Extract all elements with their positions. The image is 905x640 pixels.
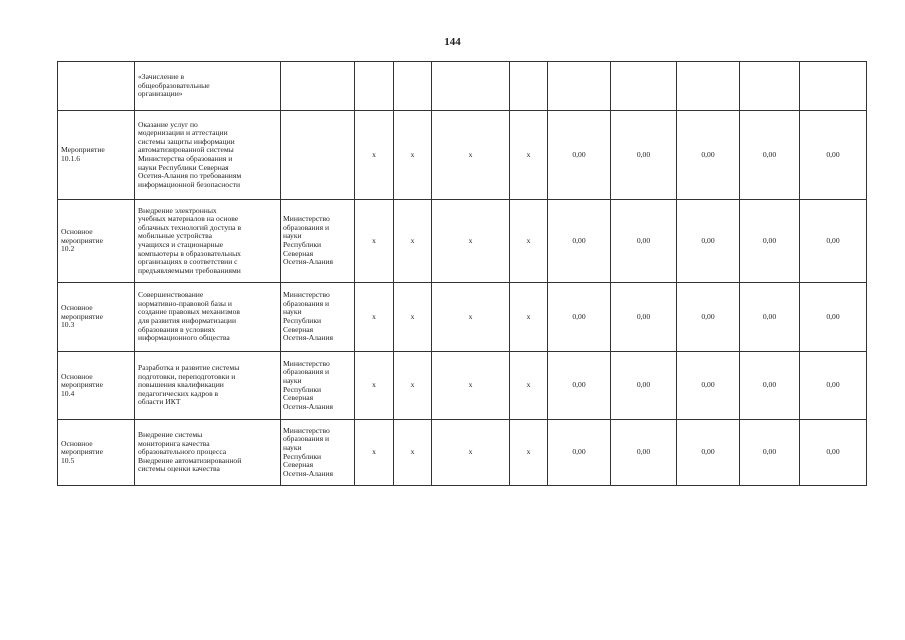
value-cell-text: 0,00 [636,447,651,457]
mark-cell [510,62,548,111]
value-cell [611,352,677,420]
mark-cell [394,352,432,420]
value-cell [740,420,800,486]
table-row [58,62,867,111]
value-cell [800,200,867,283]
responsible-org-cell [281,62,355,111]
value-cell-text: 0,00 [826,447,840,457]
responsible-org-cell-text: Министерство образования и науки Республики Северная Осетия-Алания [283,358,333,411]
value-cell [677,420,740,486]
measures-table [57,61,867,486]
measure-name-cell-text: Основное мероприятие 10.2 [61,227,103,254]
mark-cell [432,62,510,111]
page-number: 144 [444,36,461,48]
mark-cell-text: х [410,380,415,390]
value-cell [800,111,867,200]
measure-name-cell [58,420,135,486]
mark-cell-text: х [468,447,473,457]
table-row [58,352,867,420]
mark-cell-text: х [372,235,376,245]
value-cell-text: 0,00 [636,380,651,390]
value-cell [677,111,740,200]
value-cell [677,62,740,111]
value-cell [677,283,740,352]
value-cell [611,111,677,200]
value-cell [548,200,611,283]
measure-description-cell-text: «Зачисление в общеобразовательные организации» [138,72,210,99]
mark-cell [432,111,510,200]
responsible-org-cell [281,111,355,200]
mark-cell-text: х [410,311,415,321]
value-cell-text: 0,00 [701,447,715,457]
mark-cell-text: х [410,149,415,159]
measure-description-cell [135,283,281,352]
value-cell-text: 0,00 [762,235,777,245]
mark-cell-text: х [372,380,376,390]
mark-cell [510,352,548,420]
measure-name-cell [58,111,135,200]
value-cell [611,420,677,486]
responsible-org-cell [281,200,355,283]
mark-cell [355,200,394,283]
value-cell [548,352,611,420]
mark-cell-text: х [372,149,376,159]
value-cell [611,200,677,283]
value-cell [740,283,800,352]
mark-cell-text: х [526,149,531,159]
value-cell-text: 0,00 [701,311,715,321]
value-cell-text: 0,00 [572,311,586,321]
value-cell-text: 0,00 [826,149,840,159]
value-cell-text: 0,00 [826,311,840,321]
measure-description-cell [135,111,281,200]
value-cell-text: 0,00 [826,380,840,390]
mark-cell-text: х [372,311,376,321]
responsible-org-cell [281,352,355,420]
mark-cell-text: х [468,380,473,390]
mark-cell [432,352,510,420]
value-cell [677,200,740,283]
mark-cell-text: х [468,235,473,245]
value-cell-text: 0,00 [636,311,651,321]
value-cell-text: 0,00 [762,380,777,390]
value-cell [548,283,611,352]
value-cell [611,62,677,111]
mark-cell [510,283,548,352]
mark-cell-text: х [372,447,376,457]
value-cell-text: 0,00 [826,235,840,245]
measure-description-cell [135,420,281,486]
value-cell-text: 0,00 [572,149,586,159]
value-cell-text: 0,00 [762,149,777,159]
value-cell-text: 0,00 [572,447,586,457]
table-row [58,111,867,200]
measure-description-cell-text: Оказание услуг по модернизации и аттестации системы защиты информации автоматизированной системы Министерства образования и науки Республики Северная Осетия-Алания по требованиям информационной безопасности [138,119,242,189]
responsible-org-cell [281,283,355,352]
value-cell-text: 0,00 [762,447,777,457]
value-cell [800,283,867,352]
value-cell [740,62,800,111]
measure-name-cell [58,62,135,111]
mark-cell-text: х [410,235,415,245]
value-cell [740,111,800,200]
mark-cell [432,200,510,283]
value-cell [548,420,611,486]
measure-name-cell [58,200,135,283]
measure-description-cell [135,352,281,420]
value-cell [548,62,611,111]
mark-cell-text: х [410,447,415,457]
value-cell [611,283,677,352]
value-cell [800,420,867,486]
mark-cell [394,111,432,200]
measure-name-cell-text: Основное мероприятие 10.4 [61,371,103,398]
measure-description-cell [135,62,281,111]
measure-name-cell [58,283,135,352]
measure-name-cell-text: Основное мероприятие 10.3 [61,303,103,330]
value-cell-text: 0,00 [762,311,777,321]
mark-cell [394,62,432,111]
mark-cell-text: х [526,447,531,457]
mark-cell-text: х [526,235,531,245]
mark-cell-text: х [468,149,473,159]
mark-cell [510,111,548,200]
value-cell [740,352,800,420]
value-cell-text: 0,00 [701,235,715,245]
measure-description-cell-text: Разработка и развитие системы подготовки, переподготовки и повышения квалификации педагогических кадров в области ИКТ [138,363,240,407]
measure-name-cell [58,352,135,420]
mark-cell [394,283,432,352]
measure-name-cell-text: Мероприятие 10.1.6 [61,145,105,163]
mark-cell [394,420,432,486]
value-cell-text: 0,00 [636,235,651,245]
mark-cell-text: х [526,311,531,321]
table-row [58,200,867,283]
mark-cell [355,111,394,200]
mark-cell [432,420,510,486]
responsible-org-cell-text: Министерство образования и науки Республики Северная Осетия-Алания [283,425,333,478]
value-cell-text: 0,00 [701,149,715,159]
measure-description-cell [135,200,281,283]
value-cell-text: 0,00 [572,235,586,245]
table-row [58,283,867,352]
value-cell-text: 0,00 [572,380,586,390]
mark-cell [355,283,394,352]
responsible-org-cell-text: Министерство образования и науки Республики Северная Осетия-Алания [283,290,333,343]
table-body [58,62,867,486]
mark-cell [355,62,394,111]
mark-cell [355,420,394,486]
measure-description-cell-text: Совершенствование нормативно-правовой базы и создание правовых механизмов для развития информатизации образования в условиях информационного общества [138,290,240,343]
mark-cell-text: х [468,311,473,321]
mark-cell [510,420,548,486]
value-cell-text: 0,00 [636,149,651,159]
value-cell-text: 0,00 [701,380,715,390]
measure-description-cell-text: Внедрение электронных учебных материалов на основе облачных технологий доступа в мобильные устройства учащихся и стационарные компьютеры в образовательных организациях в соответствии с предъявляемыми требованиями [138,205,242,275]
mark-cell-text: х [526,380,531,390]
mark-cell [510,200,548,283]
mark-cell [432,283,510,352]
value-cell [740,200,800,283]
mark-cell [355,352,394,420]
mark-cell [394,200,432,283]
measure-description-cell-text: Внедрение системы мониторинга качества образовательного процесса Внедрение автоматизированной системы оценки качества [138,430,242,474]
value-cell [800,62,867,111]
value-cell [548,111,611,200]
responsible-org-cell-text: Министерство образования и науки Республики Северная Осетия-Алания [283,214,333,267]
table-row [58,420,867,486]
measure-name-cell-text: Основное мероприятие 10.5 [61,438,103,465]
responsible-org-cell [281,420,355,486]
value-cell [800,352,867,420]
value-cell [677,352,740,420]
